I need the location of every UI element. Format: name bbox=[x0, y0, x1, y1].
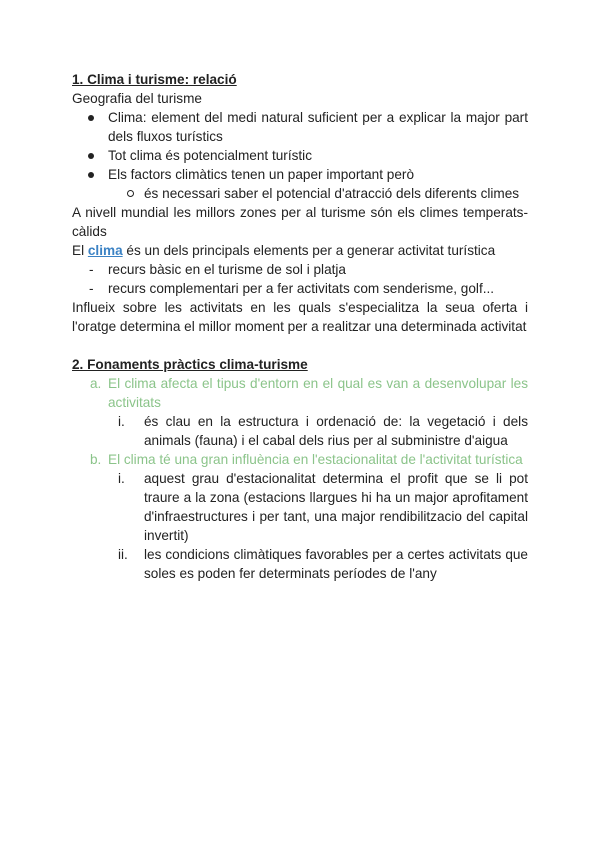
section-spacer bbox=[72, 336, 528, 355]
section-2-roman-list-a bbox=[72, 412, 528, 450]
section-2-lettered-list bbox=[72, 450, 528, 469]
roman-item-text: aquest grau d'estacionalitat determina el profit que se li pot traure a la zona (estacions llargues hi ha un major aprofitament d'infraestructures i per tant, una major rendibilitzacio del capital invertit) bbox=[144, 471, 528, 543]
bullet-item: Clima: element del medi natural suficient per a explicar la major part dels fluxos turístics bbox=[72, 108, 528, 146]
section-1-bullet-list bbox=[72, 108, 528, 184]
dash-item: - recurs bàsic en el turisme de sol i platja bbox=[72, 260, 528, 279]
list-marker: b. bbox=[90, 452, 102, 467]
paragraph-text: és un dels principals elements per a generar activitat turística bbox=[122, 243, 496, 258]
clima-link[interactable]: clima bbox=[87, 243, 123, 258]
section-2-roman-list-b bbox=[72, 469, 528, 583]
lettered-item-text: El clima té una gran influència en l'estacionalitat de l'activitat turística bbox=[108, 452, 523, 467]
list-marker: i. bbox=[118, 471, 125, 486]
roman-item bbox=[72, 545, 528, 583]
roman-item bbox=[72, 469, 528, 545]
bullet-item: Els factors climàtics tenen un paper important però bbox=[72, 165, 528, 184]
roman-item-text: és clau en la estructura i ordenació de: la vegetació i dels animals (fauna) i el cabal dels rius per al subministre d'aigua bbox=[144, 414, 528, 448]
paragraph-text: El bbox=[72, 243, 88, 258]
list-marker: ii. bbox=[118, 547, 128, 562]
dash-item: - recurs complementari per a fer activitats com senderisme, golf... bbox=[72, 279, 528, 298]
section-1-heading: 1. Clima i turisme: relació bbox=[72, 72, 237, 87]
section-1-sub-bullet-list bbox=[72, 184, 528, 203]
roman-item bbox=[72, 412, 528, 450]
paragraph-influence: Influeix sobre les activitats en les quals s'especialitza la seua oferta i l'oratge determina el millor moment per a realitzar una determinada activitat bbox=[72, 300, 528, 334]
lettered-item-text: El clima afecta el tipus d'entorn en el qual es van a desenvolupar les activitats bbox=[108, 376, 528, 410]
list-marker: i. bbox=[118, 414, 125, 429]
paragraph-climate-element bbox=[72, 241, 528, 260]
section-2-lettered-list bbox=[72, 374, 528, 412]
bullet-item: Tot clima és potencialment turístic bbox=[72, 146, 528, 165]
sub-bullet-item: és necessari saber el potencial d'atracció dels diferents climes bbox=[72, 184, 528, 203]
lettered-item-a bbox=[72, 374, 528, 412]
section-1-dash-list bbox=[72, 260, 528, 298]
lettered-item-b bbox=[72, 450, 528, 469]
paragraph-world-zones: A nivell mundial les millors zones per al turisme són els climes temperats-càlids bbox=[72, 205, 528, 239]
list-marker: a. bbox=[90, 376, 102, 391]
section-2-heading: 2. Fonaments pràctics clima-turisme bbox=[72, 357, 308, 372]
roman-item-text: les condicions climàtiques favorables per a certes activitats que soles es poden fer determinats períodes de l'any bbox=[144, 547, 528, 581]
section-1-subtitle: Geografia del turisme bbox=[72, 91, 202, 106]
